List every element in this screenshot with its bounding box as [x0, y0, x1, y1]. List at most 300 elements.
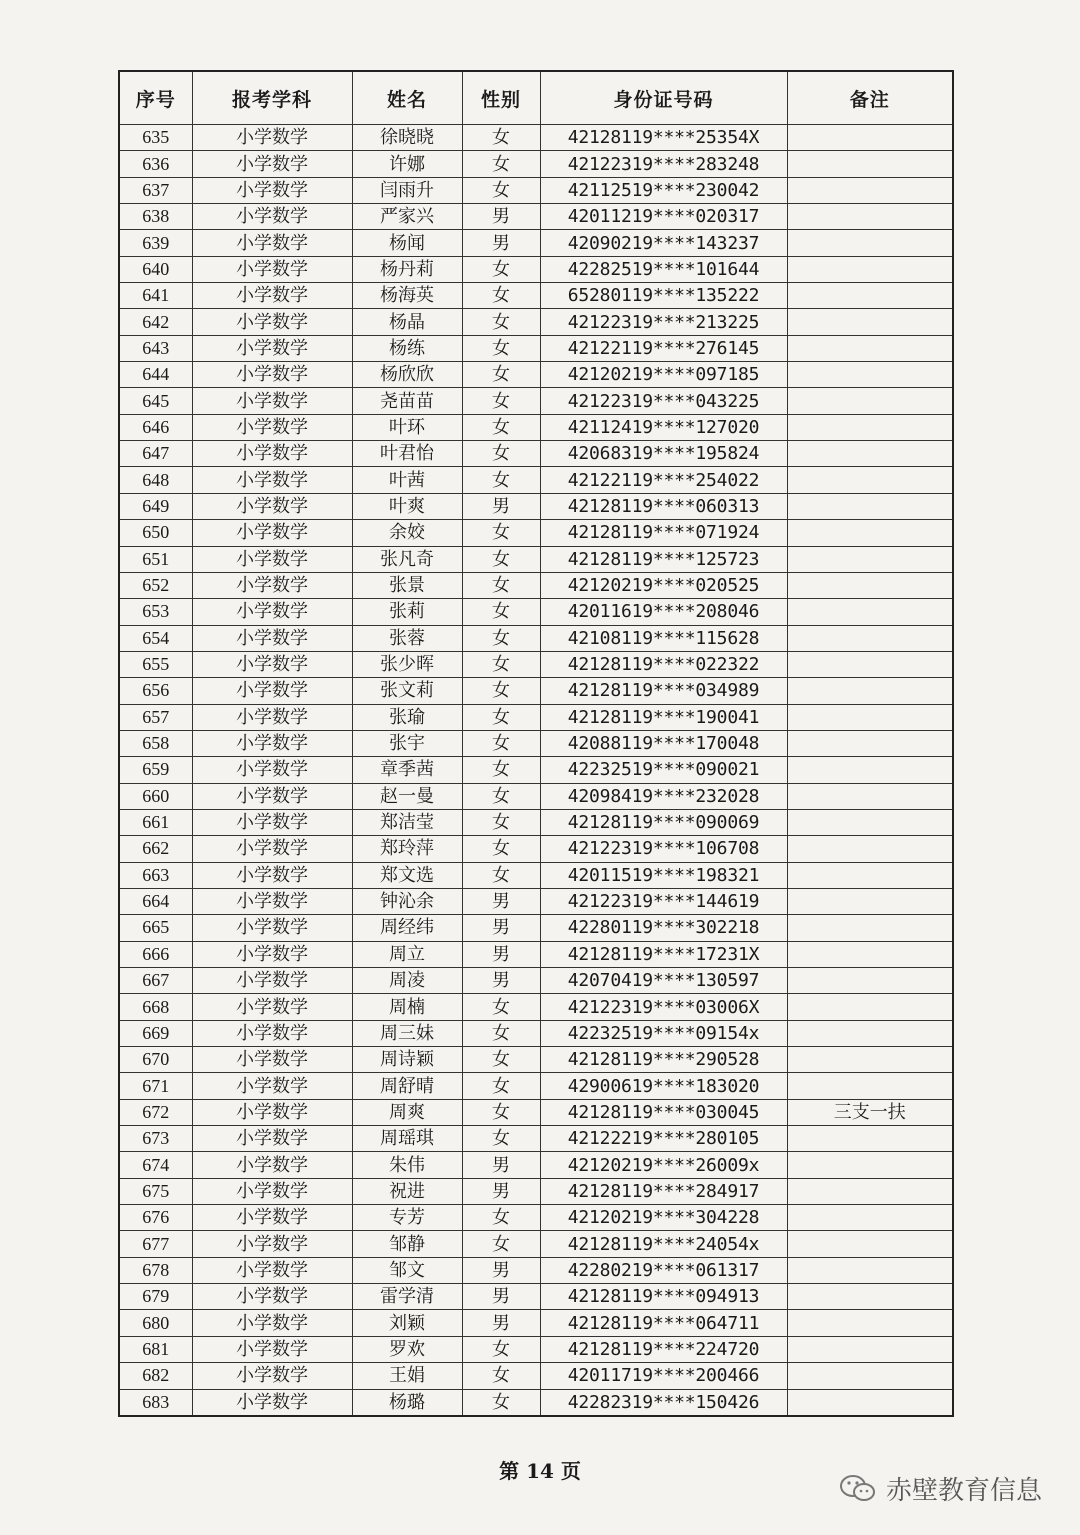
cell-subject: 小学数学: [192, 1284, 352, 1310]
cell-name: 张蓉: [352, 625, 462, 651]
cell-id-number: 42122119****276145: [540, 335, 787, 361]
cell-id-number: 42120219****020525: [540, 572, 787, 598]
cell-remarks: [787, 915, 953, 941]
cell-id-number: 42090219****143237: [540, 230, 787, 256]
cell-subject: 小学数学: [192, 836, 352, 862]
table-row: [119, 1099, 953, 1125]
cell-name: 杨欣欣: [352, 362, 462, 388]
header-subject: 报考学科: [192, 71, 352, 125]
header-serial: 序号: [119, 71, 192, 125]
cell-serial: 670: [119, 1047, 192, 1073]
table-row: [119, 362, 953, 388]
cell-subject: 小学数学: [192, 994, 352, 1020]
cell-name: 余姣: [352, 520, 462, 546]
table-row: [119, 836, 953, 862]
cell-id-number: 42128119****224720: [540, 1336, 787, 1362]
table-row: [119, 915, 953, 941]
cell-gender: 女: [462, 151, 540, 177]
cell-name: 杨练: [352, 335, 462, 361]
table-row: [119, 678, 953, 704]
table-row: [119, 414, 953, 440]
cell-id-number: 42128119****290528: [540, 1047, 787, 1073]
cell-name: 罗欢: [352, 1336, 462, 1362]
watermark-text: 赤壁教育信息: [886, 1476, 1043, 1506]
cell-name: 祝进: [352, 1178, 462, 1204]
cell-gender: 女: [462, 783, 540, 809]
cell-id-number: 42120219****304228: [540, 1205, 787, 1231]
cell-id-number: 42128119****125723: [540, 546, 787, 572]
cell-gender: 女: [462, 651, 540, 677]
cell-serial: 672: [119, 1099, 192, 1125]
table-row: [119, 1231, 953, 1257]
cell-remarks: [787, 362, 953, 388]
cell-remarks: [787, 125, 953, 151]
cell-id-number: 42122219****280105: [540, 1126, 787, 1152]
cell-remarks: [787, 1126, 953, 1152]
cell-name: 钟沁余: [352, 888, 462, 914]
cell-serial: 673: [119, 1126, 192, 1152]
cell-serial: 643: [119, 335, 192, 361]
cell-serial: 645: [119, 388, 192, 414]
cell-gender: 女: [462, 625, 540, 651]
cell-gender: 女: [462, 704, 540, 730]
cell-remarks: [787, 493, 953, 519]
cell-name: 邹文: [352, 1257, 462, 1283]
cell-gender: 女: [462, 1363, 540, 1389]
cell-id-number: 42112519****230042: [540, 177, 787, 203]
cell-name: 赵一曼: [352, 783, 462, 809]
table-row: [119, 125, 953, 151]
cell-id-number: 42128119****060313: [540, 493, 787, 519]
cell-serial: 653: [119, 599, 192, 625]
cell-id-number: 42128119****030045: [540, 1099, 787, 1125]
cell-serial: 636: [119, 151, 192, 177]
cell-remarks: [787, 441, 953, 467]
cell-gender: 男: [462, 941, 540, 967]
table-body: [119, 125, 953, 1416]
table-row: [119, 1126, 953, 1152]
cell-remarks: [787, 625, 953, 651]
cell-subject: 小学数学: [192, 230, 352, 256]
cell-remarks: [787, 888, 953, 914]
cell-serial: 654: [119, 625, 192, 651]
cell-remarks: [787, 1231, 953, 1257]
cell-serial: 677: [119, 1231, 192, 1257]
cell-serial: 660: [119, 783, 192, 809]
cell-remarks: [787, 572, 953, 598]
cell-subject: 小学数学: [192, 783, 352, 809]
cell-serial: 682: [119, 1363, 192, 1389]
table-row: [119, 1310, 953, 1336]
cell-gender: 女: [462, 335, 540, 361]
cell-subject: 小学数学: [192, 1310, 352, 1336]
cell-name: 张文莉: [352, 678, 462, 704]
table-row: [119, 177, 953, 203]
table-row: [119, 941, 953, 967]
wechat-official-account-icon: [838, 1473, 878, 1505]
cell-gender: 女: [462, 572, 540, 598]
cell-gender: 女: [462, 414, 540, 440]
cell-gender: 男: [462, 204, 540, 230]
cell-gender: 女: [462, 1047, 540, 1073]
cell-id-number: 42122319****213225: [540, 309, 787, 335]
table-row: [119, 467, 953, 493]
cell-gender: 男: [462, 888, 540, 914]
cell-serial: 676: [119, 1205, 192, 1231]
cell-subject: 小学数学: [192, 599, 352, 625]
table-row: [119, 309, 953, 335]
candidate-table: [118, 70, 954, 1417]
cell-remarks: [787, 1389, 953, 1416]
cell-name: 周三妹: [352, 1020, 462, 1046]
cell-serial: 661: [119, 809, 192, 835]
cell-name: 周楠: [352, 994, 462, 1020]
cell-remarks: [787, 836, 953, 862]
header-remarks: 备注: [787, 71, 953, 125]
cell-serial: 668: [119, 994, 192, 1020]
cell-subject: 小学数学: [192, 1336, 352, 1362]
cell-gender: 女: [462, 283, 540, 309]
cell-name: 周诗颖: [352, 1047, 462, 1073]
cell-remarks: [787, 1310, 953, 1336]
cell-serial: 652: [119, 572, 192, 598]
cell-id-number: 42232519****09154x: [540, 1020, 787, 1046]
cell-serial: 639: [119, 230, 192, 256]
table-header-row: [119, 71, 953, 125]
cell-name: 叶茜: [352, 467, 462, 493]
cell-id-number: 42128119****25354X: [540, 125, 787, 151]
cell-subject: 小学数学: [192, 888, 352, 914]
cell-name: 周经纬: [352, 915, 462, 941]
cell-remarks: [787, 177, 953, 203]
table-row: [119, 1073, 953, 1099]
cell-name: 杨丹莉: [352, 256, 462, 282]
cell-id-number: 42122119****254022: [540, 467, 787, 493]
cell-id-number: 42122319****043225: [540, 388, 787, 414]
cell-subject: 小学数学: [192, 256, 352, 282]
cell-serial: 638: [119, 204, 192, 230]
cell-gender: 女: [462, 177, 540, 203]
cell-remarks: [787, 546, 953, 572]
cell-gender: 女: [462, 599, 540, 625]
table-row: [119, 730, 953, 756]
table-row: [119, 1152, 953, 1178]
cell-serial: 655: [119, 651, 192, 677]
cell-subject: 小学数学: [192, 546, 352, 572]
cell-remarks: [787, 757, 953, 783]
cell-name: 章季茜: [352, 757, 462, 783]
cell-gender: 女: [462, 309, 540, 335]
cell-remarks: [787, 1257, 953, 1283]
cell-remarks: [787, 941, 953, 967]
cell-id-number: 42128119****094913: [540, 1284, 787, 1310]
cell-subject: 小学数学: [192, 204, 352, 230]
cell-subject: 小学数学: [192, 941, 352, 967]
cell-remarks: [787, 1336, 953, 1362]
cell-remarks: [787, 388, 953, 414]
cell-serial: 674: [119, 1152, 192, 1178]
cell-subject: 小学数学: [192, 704, 352, 730]
cell-subject: 小学数学: [192, 1152, 352, 1178]
cell-id-number: 42011719****200466: [540, 1363, 787, 1389]
cell-remarks: [787, 1178, 953, 1204]
table-row: [119, 230, 953, 256]
cell-id-number: 42011519****198321: [540, 862, 787, 888]
cell-id-number: 42070419****130597: [540, 968, 787, 994]
cell-gender: 女: [462, 994, 540, 1020]
header-gender: 性别: [462, 71, 540, 125]
cell-gender: 女: [462, 1389, 540, 1416]
cell-id-number: 42122319****283248: [540, 151, 787, 177]
table-row: [119, 625, 953, 651]
cell-subject: 小学数学: [192, 1047, 352, 1073]
table-row: [119, 335, 953, 361]
cell-subject: 小学数学: [192, 1389, 352, 1416]
cell-name: 尧苗苗: [352, 388, 462, 414]
watermark: [838, 1470, 1042, 1507]
table-row: [119, 1363, 953, 1389]
cell-subject: 小学数学: [192, 441, 352, 467]
table-row: [119, 572, 953, 598]
cell-name: 闫雨升: [352, 177, 462, 203]
table-row: [119, 783, 953, 809]
cell-remarks: [787, 994, 953, 1020]
cell-subject: 小学数学: [192, 151, 352, 177]
cell-name: 杨闻: [352, 230, 462, 256]
cell-subject: 小学数学: [192, 1363, 352, 1389]
cell-name: 张宇: [352, 730, 462, 756]
cell-id-number: 42112419****127020: [540, 414, 787, 440]
table-row: [119, 1389, 953, 1416]
table-row: [119, 599, 953, 625]
cell-name: 严家兴: [352, 204, 462, 230]
cell-id-number: 42128119****064711: [540, 1310, 787, 1336]
cell-name: 专芳: [352, 1205, 462, 1231]
cell-serial: 642: [119, 309, 192, 335]
cell-gender: 女: [462, 862, 540, 888]
table-row: [119, 888, 953, 914]
cell-serial: 635: [119, 125, 192, 151]
cell-remarks: [787, 1073, 953, 1099]
cell-subject: 小学数学: [192, 520, 352, 546]
cell-remarks: [787, 599, 953, 625]
cell-name: 叶爽: [352, 493, 462, 519]
cell-id-number: 42088119****170048: [540, 730, 787, 756]
cell-serial: 646: [119, 414, 192, 440]
cell-name: 朱伟: [352, 1152, 462, 1178]
cell-subject: 小学数学: [192, 651, 352, 677]
cell-subject: 小学数学: [192, 125, 352, 151]
cell-gender: 女: [462, 1205, 540, 1231]
cell-name: 叶环: [352, 414, 462, 440]
cell-serial: 657: [119, 704, 192, 730]
cell-name: 徐晓晓: [352, 125, 462, 151]
cell-serial: 663: [119, 862, 192, 888]
cell-gender: 男: [462, 968, 540, 994]
cell-gender: 女: [462, 809, 540, 835]
cell-subject: 小学数学: [192, 177, 352, 203]
cell-gender: 女: [462, 1099, 540, 1125]
cell-serial: 640: [119, 256, 192, 282]
cell-remarks: [787, 1284, 953, 1310]
cell-remarks: [787, 520, 953, 546]
cell-subject: 小学数学: [192, 1178, 352, 1204]
cell-subject: 小学数学: [192, 915, 352, 941]
cell-name: 邹静: [352, 1231, 462, 1257]
cell-subject: 小学数学: [192, 1073, 352, 1099]
header-name: 姓名: [352, 71, 462, 125]
cell-id-number: 42128119****190041: [540, 704, 787, 730]
cell-remarks: [787, 809, 953, 835]
cell-remarks: [787, 651, 953, 677]
cell-id-number: 42122319****03006X: [540, 994, 787, 1020]
table-row: [119, 256, 953, 282]
cell-id-number: 42128119****071924: [540, 520, 787, 546]
cell-serial: 647: [119, 441, 192, 467]
table-row: [119, 651, 953, 677]
cell-subject: 小学数学: [192, 572, 352, 598]
cell-id-number: 42120219****26009x: [540, 1152, 787, 1178]
cell-id-number: 42282519****101644: [540, 256, 787, 282]
cell-serial: 664: [119, 888, 192, 914]
cell-id-number: 65280119****135222: [540, 283, 787, 309]
cell-name: 张凡奇: [352, 546, 462, 572]
cell-remarks: [787, 1047, 953, 1073]
cell-remarks: [787, 968, 953, 994]
cell-remarks: [787, 1152, 953, 1178]
cell-id-number: 42128119****17231X: [540, 941, 787, 967]
cell-id-number: 42232519****090021: [540, 757, 787, 783]
cell-id-number: 42068319****195824: [540, 441, 787, 467]
cell-subject: 小学数学: [192, 625, 352, 651]
table-row: [119, 757, 953, 783]
cell-name: 张少晖: [352, 651, 462, 677]
cell-gender: 女: [462, 1073, 540, 1099]
cell-serial: 667: [119, 968, 192, 994]
cell-gender: 女: [462, 757, 540, 783]
cell-name: 雷学清: [352, 1284, 462, 1310]
cell-name: 郑洁莹: [352, 809, 462, 835]
cell-subject: 小学数学: [192, 1231, 352, 1257]
table-row: [119, 968, 953, 994]
cell-subject: 小学数学: [192, 862, 352, 888]
cell-gender: 女: [462, 1020, 540, 1046]
table-row: [119, 1205, 953, 1231]
cell-gender: 女: [462, 125, 540, 151]
cell-subject: 小学数学: [192, 388, 352, 414]
cell-id-number: 42098419****232028: [540, 783, 787, 809]
cell-name: 周瑶琪: [352, 1126, 462, 1152]
cell-serial: 644: [119, 362, 192, 388]
cell-subject: 小学数学: [192, 1020, 352, 1046]
cell-name: 刘颖: [352, 1310, 462, 1336]
cell-gender: 女: [462, 730, 540, 756]
cell-subject: 小学数学: [192, 1257, 352, 1283]
cell-subject: 小学数学: [192, 335, 352, 361]
cell-gender: 女: [462, 362, 540, 388]
cell-remarks: [787, 309, 953, 335]
cell-gender: 男: [462, 230, 540, 256]
cell-remarks: [787, 783, 953, 809]
cell-gender: 女: [462, 678, 540, 704]
cell-gender: 男: [462, 915, 540, 941]
cell-serial: 649: [119, 493, 192, 519]
cell-remarks: [787, 1205, 953, 1231]
table-row: [119, 1178, 953, 1204]
table-row: [119, 283, 953, 309]
cell-id-number: 42122319****106708: [540, 836, 787, 862]
cell-subject: 小学数学: [192, 283, 352, 309]
table-row: [119, 546, 953, 572]
cell-id-number: 42900619****183020: [540, 1073, 787, 1099]
cell-gender: 女: [462, 467, 540, 493]
cell-subject: 小学数学: [192, 809, 352, 835]
cell-name: 周舒晴: [352, 1073, 462, 1099]
cell-serial: 671: [119, 1073, 192, 1099]
cell-gender: 女: [462, 1231, 540, 1257]
table-row: [119, 994, 953, 1020]
cell-remarks: 三支一扶: [787, 1099, 953, 1125]
cell-subject: 小学数学: [192, 309, 352, 335]
cell-id-number: 42128119****090069: [540, 809, 787, 835]
cell-remarks: [787, 704, 953, 730]
table-row: [119, 151, 953, 177]
cell-serial: 641: [119, 283, 192, 309]
cell-serial: 662: [119, 836, 192, 862]
cell-id-number: 42128119****034989: [540, 678, 787, 704]
cell-name: 杨晶: [352, 309, 462, 335]
cell-name: 周立: [352, 941, 462, 967]
cell-serial: 651: [119, 546, 192, 572]
table-row: [119, 862, 953, 888]
cell-name: 王娟: [352, 1363, 462, 1389]
cell-serial: 648: [119, 467, 192, 493]
cell-remarks: [787, 151, 953, 177]
cell-id-number: 42128119****022322: [540, 651, 787, 677]
cell-subject: 小学数学: [192, 1099, 352, 1125]
cell-id-number: 42011219****020317: [540, 204, 787, 230]
cell-name: 杨璐: [352, 1389, 462, 1416]
cell-name: 郑玲萍: [352, 836, 462, 862]
cell-serial: 665: [119, 915, 192, 941]
cell-serial: 683: [119, 1389, 192, 1416]
cell-gender: 女: [462, 256, 540, 282]
table-row: [119, 1336, 953, 1362]
table-row: [119, 520, 953, 546]
cell-remarks: [787, 678, 953, 704]
cell-subject: 小学数学: [192, 1205, 352, 1231]
cell-gender: 女: [462, 1126, 540, 1152]
cell-gender: 男: [462, 1152, 540, 1178]
cell-subject: 小学数学: [192, 414, 352, 440]
cell-id-number: 42128119****24054x: [540, 1231, 787, 1257]
cell-remarks: [787, 467, 953, 493]
cell-remarks: [787, 283, 953, 309]
header-id-number: 身份证号码: [540, 71, 787, 125]
cell-serial: 681: [119, 1336, 192, 1362]
cell-gender: 男: [462, 493, 540, 519]
cell-serial: 680: [119, 1310, 192, 1336]
cell-subject: 小学数学: [192, 1126, 352, 1152]
cell-name: 张景: [352, 572, 462, 598]
cell-gender: 女: [462, 836, 540, 862]
cell-serial: 675: [119, 1178, 192, 1204]
table-row: [119, 388, 953, 414]
cell-remarks: [787, 730, 953, 756]
cell-id-number: 42282319****150426: [540, 1389, 787, 1416]
cell-name: 周爽: [352, 1099, 462, 1125]
cell-gender: 女: [462, 441, 540, 467]
